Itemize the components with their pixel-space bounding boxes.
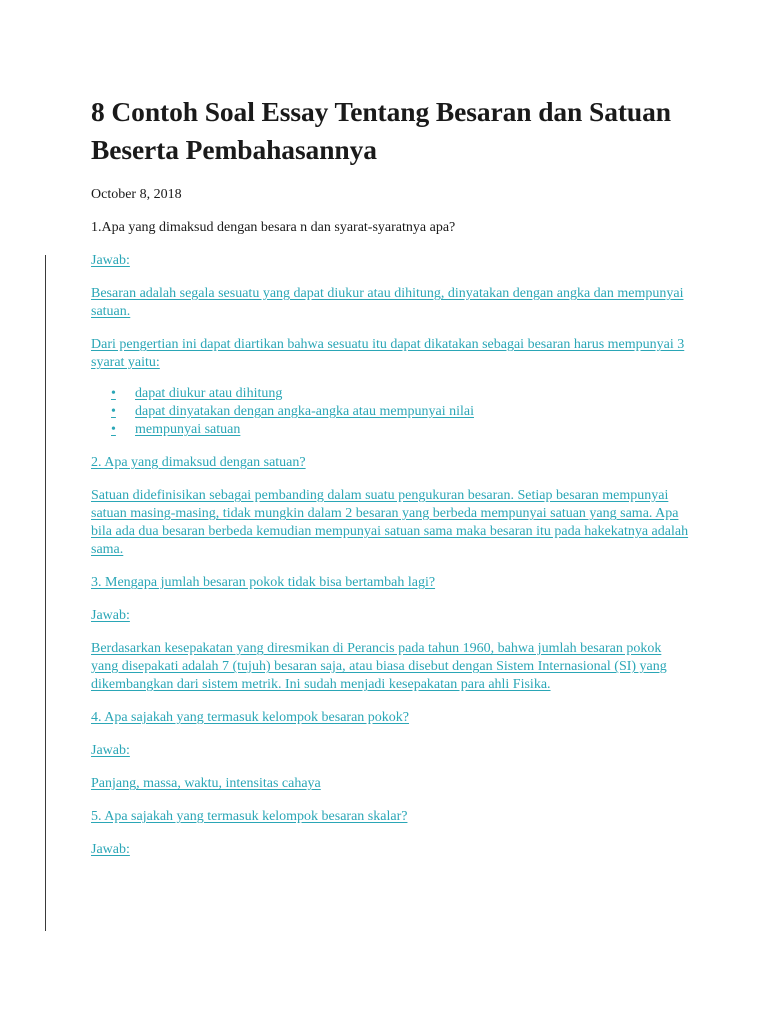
jawab-1[interactable] — [91, 252, 691, 270]
answer-1-paragraph-2[interactable] — [91, 336, 691, 372]
question-5[interactable] — [91, 808, 691, 826]
jawab-5[interactable] — [91, 841, 691, 859]
answer-4[interactable] — [91, 775, 691, 793]
bullet-icon: • — [111, 404, 116, 419]
answer-4-link[interactable]: Panjang, massa, waktu, intensitas cahaya — [91, 776, 321, 791]
jawab-3[interactable] — [91, 607, 691, 625]
question-1: 1.Apa yang dimaksud dengan besara n dan syarat-syaratnya apa? — [91, 220, 456, 235]
answer-1-paragraph-1-link[interactable]: Besaran adalah segala sesuatu yang dapat diukur atau dihitung, dinyatakan dengan angka dan mempunyai satuan. — [91, 286, 684, 319]
question-3-link[interactable]: 3. Mengapa jumlah besaran pokok tidak bisa bertambah lagi? — [91, 575, 436, 590]
list-item[interactable] — [111, 403, 691, 421]
answer-3-link[interactable]: Berdasarkan kesepakatan yang diresmikan di Perancis pada tahun 1960, bahwa jumlah besaran pokok yang disepakati adalah 7 (tujuh) besaran saja, atau biasa disebut dengan Sistem Internasional (SI) yang dikembangkan dari sistem metrik. Ini sudah menjadi kesepakatan para ahli Fisika. — [91, 641, 667, 692]
jawab-3-link[interactable]: Jawab: — [91, 608, 130, 623]
jawab-4[interactable] — [91, 742, 691, 760]
question-2-link[interactable]: 2. Apa yang dimaksud dengan satuan? — [91, 455, 306, 470]
question-3[interactable] — [91, 574, 691, 592]
question-4[interactable] — [91, 709, 691, 727]
list-item-text[interactable]: dapat diukur atau dihitung — [135, 386, 283, 401]
syarat-list — [111, 385, 691, 439]
article-title: 8 Contoh Soal Essay Tentang Besaran dan Satuan Beserta Pembahasannya — [91, 96, 671, 165]
question-5-link[interactable]: 5. Apa sajakah yang termasuk kelompok besaran skalar? — [91, 809, 408, 824]
margin-line — [45, 255, 46, 931]
jawab-4-link[interactable]: Jawab: — [91, 743, 130, 758]
answer-1-paragraph-2-link[interactable]: Dari pengertian ini dapat diartikan bahwa sesuatu itu dapat dikatakan sebagai besaran harus mempunyai 3 syarat yaitu: — [91, 337, 685, 370]
answer-1-paragraph-1[interactable] — [91, 285, 691, 321]
list-item[interactable] — [111, 385, 691, 403]
list-item[interactable] — [111, 421, 691, 439]
bullet-icon: • — [111, 422, 116, 437]
question-2[interactable] — [91, 454, 691, 472]
answer-2[interactable] — [91, 487, 691, 559]
article-date: October 8, 2018 — [91, 187, 182, 202]
article-content — [91, 93, 691, 859]
list-item-text[interactable]: dapat dinyatakan dengan angka-angka atau mempunyai nilai — [135, 404, 474, 419]
jawab-1-link[interactable]: Jawab: — [91, 253, 130, 268]
list-item-text[interactable]: mempunyai satuan — [135, 422, 241, 437]
bullet-icon: • — [111, 386, 116, 401]
question-4-link[interactable]: 4. Apa sajakah yang termasuk kelompok besaran pokok? — [91, 710, 410, 725]
answer-3[interactable] — [91, 640, 691, 694]
answer-2-link[interactable]: Satuan didefinisikan sebagai pembanding dalam suatu pengukuran besaran. Setiap besaran mempunyai satuan masing-masing, tidak mungkin dalam 2 besaran yang berbeda mempunyai satuan yang sama. Apa bila ada dua besaran berbeda kemudian mempunyai satuan sama maka besaran itu pada hakekatnya adalah sama. — [91, 488, 689, 557]
jawab-5-link[interactable]: Jawab: — [91, 842, 130, 857]
